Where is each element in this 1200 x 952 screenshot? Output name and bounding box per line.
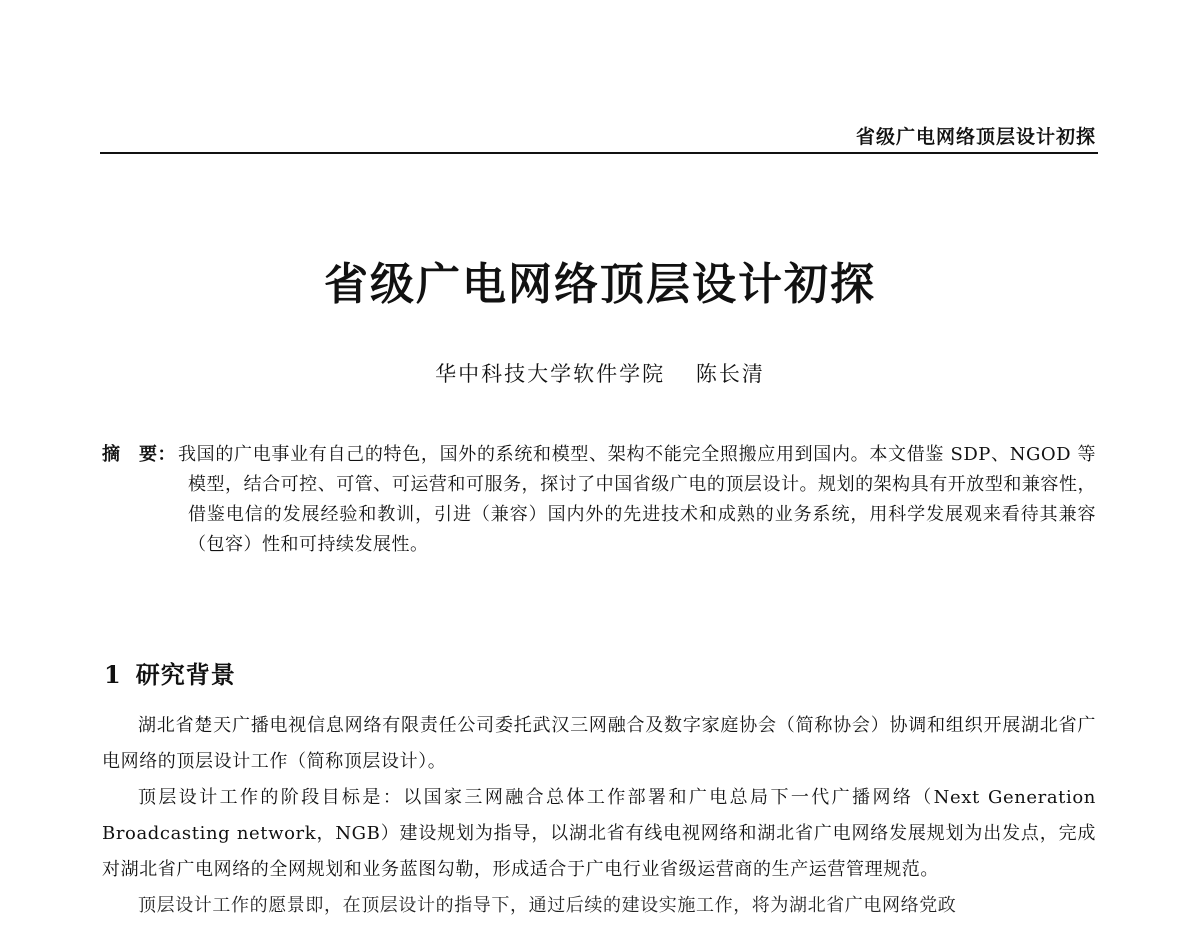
author-affiliation: 华中科技大学软件学院 bbox=[435, 362, 666, 386]
paper-title: 省级广电网络顶层设计初探 bbox=[324, 259, 876, 310]
abstract-label: 摘 要： bbox=[102, 444, 176, 465]
section-title: 研究背景 bbox=[135, 660, 236, 689]
abstract-text: 我国的广电事业有自己的特色，国外的系统和模型、架构不能完全照搬应用到国内。本文借鉴 SDP、NGOD 等模型，结合可控、可管、可运营和可服务，探讨了中国省级广电的顶层设计。规划的架构具有开放型和兼容性，借鉴电信的发展经验和教训，引进（兼容）国内外的先进技术和成熟的业务系统，用科学发展观来看待其兼容（包容）性和可持续发展性。 bbox=[178, 444, 1096, 555]
section-number: 1 bbox=[104, 660, 122, 689]
byline bbox=[0, 358, 1200, 388]
main-text bbox=[102, 708, 1096, 924]
author-name: 陈长清 bbox=[695, 362, 765, 386]
paragraph: 湖北省楚天广播电视信息网络有限责任公司委托武汉三网融合及数字家庭协会（简称协会）协调和组织开展湖北省广电网络的顶层设计工作（简称顶层设计）。 bbox=[102, 715, 1096, 772]
section-heading bbox=[104, 655, 236, 690]
paragraph: 顶层设计工作的愿景即，在顶层设计的指导下，通过后续的建设实施工作，将为湖北省广电网络党政 bbox=[138, 895, 957, 916]
abstract bbox=[102, 440, 1096, 560]
header-rule bbox=[100, 152, 1098, 154]
running-header: 省级广电网络顶层设计初探 bbox=[855, 126, 1096, 148]
paragraph: 顶层设计工作的阶段目标是：以国家三网融合总体工作部署和广电总局下一代广播网络（Next Generation Broadcasting network，NGB）建设规划为指导，以湖北省有线电视网络和湖北省广电网络发展规划为出发点，完成对湖北省广电网络的全网规划和业务蓝图勾勒，形成适合于广电行业省级运营商的生产运营管理规范。 bbox=[102, 787, 1096, 880]
